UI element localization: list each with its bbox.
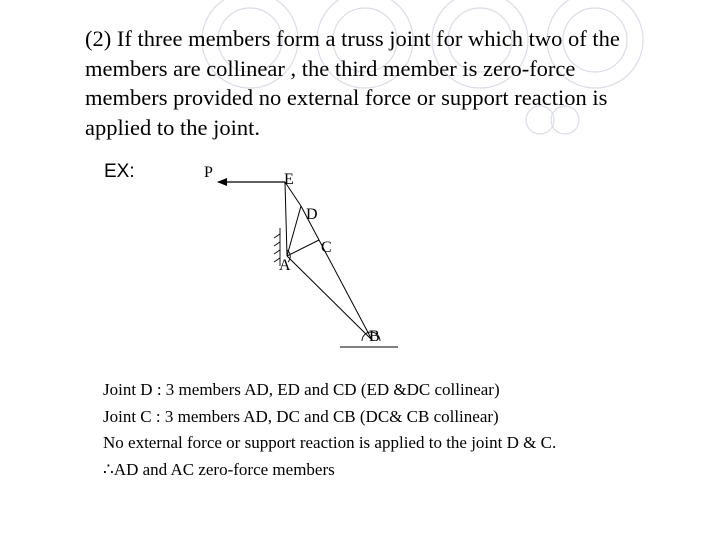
label-e: E xyxy=(284,171,294,188)
heading-line: members are collinear , the third member is zero-force xyxy=(85,55,576,81)
member-ab xyxy=(287,256,372,340)
explanation-line: ∴AD and AC zero-force members xyxy=(103,459,335,479)
heading-line: applied to the joint. xyxy=(85,114,260,140)
explanation-line: Joint C : 3 members AD, DC and CB (DC& CB collinear) xyxy=(103,406,499,426)
explanation-text xyxy=(103,377,703,483)
heading-line: members provided no external force or support reaction is xyxy=(85,85,608,110)
label-a: A xyxy=(279,257,291,274)
member-ad xyxy=(287,206,301,256)
label-d: D xyxy=(306,206,318,223)
label-c: C xyxy=(321,239,332,256)
member-ea xyxy=(285,182,287,256)
heading-line: (2) If three members form a truss joint for which two of the xyxy=(85,26,620,51)
label-p: P xyxy=(204,164,213,181)
label-b: B xyxy=(369,328,380,345)
member-ac xyxy=(287,240,319,256)
explanation-line: No external force or support reaction is applied to the joint D & C. xyxy=(103,433,557,452)
explanation-line: Joint D : 3 members AD, ED and CD (ED &DC collinear) xyxy=(103,380,500,399)
example-label: EX: xyxy=(104,161,135,182)
